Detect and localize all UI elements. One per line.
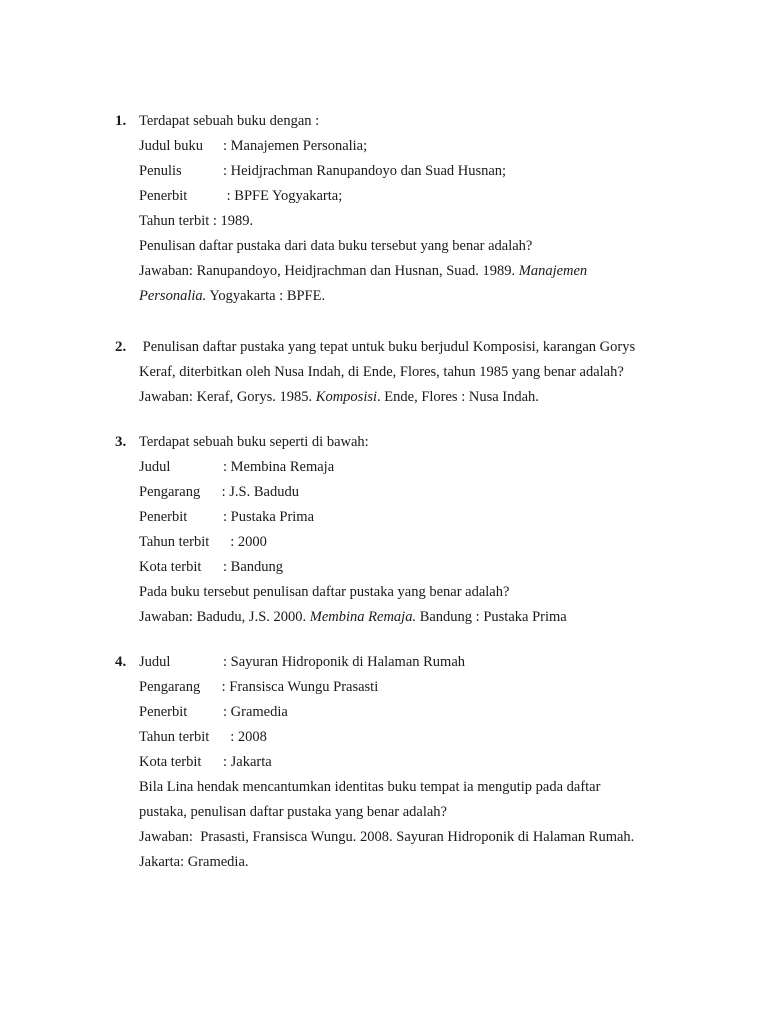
field-row: [139, 455, 699, 480]
field-label: Pengarang: [139, 679, 201, 695]
field-row: [139, 700, 699, 725]
answer-line: [139, 259, 699, 284]
answer-suffix: . Ende, Flores : Nusa Indah.: [377, 389, 539, 405]
answer-title: Membina Remaja.: [309, 609, 417, 625]
question-body: [139, 650, 699, 875]
answer-title: Komposisi: [315, 389, 378, 405]
field-label: Penerbit: [139, 188, 188, 204]
field-value: : 1989.: [209, 213, 254, 229]
answer-prefix: Jawaban: Ranupandoyo, Heidjrachman dan Husnan, Suad. 1989.: [139, 263, 519, 279]
question-body: [139, 335, 699, 410]
field-value: : Bandung: [223, 559, 284, 575]
field-value: : Membina Remaja: [223, 459, 335, 475]
question-body: [139, 109, 699, 309]
field-row: [139, 134, 699, 159]
field-label: Penerbit: [139, 704, 188, 720]
answer-title: Personalia.: [139, 288, 207, 304]
field-row: [139, 725, 699, 750]
answer-suffix: Bandung : Pustaka Prima: [416, 609, 567, 625]
question-intro: Terdapat sebuah buku seperti di bawah:: [139, 434, 369, 450]
question-text: Keraf, diterbitkan oleh Nusa Indah, di Ende, Flores, tahun 1985 yang benar adalah?: [139, 364, 624, 380]
field-label: Penerbit: [139, 509, 188, 525]
field-value: : J.S. Badudu: [218, 484, 299, 500]
question-number: 3.: [115, 434, 127, 450]
question-number: 2.: [115, 339, 127, 355]
field-label: Penulis: [139, 163, 182, 179]
question-number: 4.: [115, 654, 127, 670]
question-text: pustaka, penulisan daftar pustaka yang benar adalah?: [139, 804, 447, 820]
field-value: : 2000: [223, 534, 267, 550]
field-row: [139, 184, 699, 209]
field-row: [139, 209, 699, 234]
field-label: Tahun terbit: [139, 534, 210, 550]
field-label: Judul buku: [139, 138, 204, 154]
answer-line: Jawaban: Prasasti, Fransisca Wungu. 2008. Sayuran Hidroponik di Halaman Rumah.: [139, 829, 635, 845]
question-text: Penulisan daftar pustaka dari data buku tersebut yang benar adalah?: [139, 238, 533, 254]
answer-line: Jakarta: Gramedia.: [139, 854, 249, 870]
field-label: Kota terbit: [139, 754, 202, 770]
answer-line: [139, 284, 699, 309]
field-row: [139, 505, 699, 530]
question-text: Penulisan daftar pustaka yang tepat untuk buku berjudul Komposisi, karangan Gorys: [139, 339, 636, 355]
field-label: Judul: [139, 654, 171, 670]
field-value: : Jakarta: [223, 754, 272, 770]
field-label: Pengarang: [139, 484, 201, 500]
field-row: [139, 555, 699, 580]
answer-title: Manajemen: [518, 263, 588, 279]
field-row: [139, 530, 699, 555]
question-number: 1.: [115, 113, 127, 129]
field-row: [139, 159, 699, 184]
field-value: : Heidjrachman Ranupandoyo dan Suad Husnan;: [223, 163, 507, 179]
field-value: : Manajemen Personalia;: [223, 138, 368, 154]
question-body: [139, 430, 699, 630]
field-row: [139, 650, 699, 675]
question-text: Pada buku tersebut penulisan daftar pustaka yang benar adalah?: [139, 584, 510, 600]
field-value: : Fransisca Wungu Prasasti: [218, 679, 379, 695]
field-label: Tahun terbit: [139, 729, 210, 745]
answer-line: [139, 605, 699, 630]
question-text: Bila Lina hendak mencantumkan identitas buku tempat ia mengutip pada daftar: [139, 779, 601, 795]
answer-prefix: Jawaban: Badudu, J.S. 2000.: [139, 609, 310, 625]
answer-line: [139, 385, 699, 410]
field-label: Kota terbit: [139, 559, 202, 575]
field-row: [139, 480, 699, 505]
field-value: : 2008: [223, 729, 267, 745]
question-intro: Terdapat sebuah buku dengan :: [139, 113, 320, 129]
field-label: Tahun terbit: [139, 213, 210, 229]
answer-prefix: Jawaban: Keraf, Gorys. 1985.: [139, 389, 316, 405]
field-row: [139, 675, 699, 700]
field-value: : Pustaka Prima: [223, 509, 315, 525]
field-label: Judul: [139, 459, 171, 475]
field-value: : BPFE Yogyakarta;: [223, 188, 343, 204]
answer-suffix: Yogyakarta : BPFE.: [206, 288, 326, 304]
field-value: : Gramedia: [223, 704, 288, 720]
field-value: : Sayuran Hidroponik di Halaman Rumah: [223, 654, 466, 670]
field-row: [139, 750, 699, 775]
